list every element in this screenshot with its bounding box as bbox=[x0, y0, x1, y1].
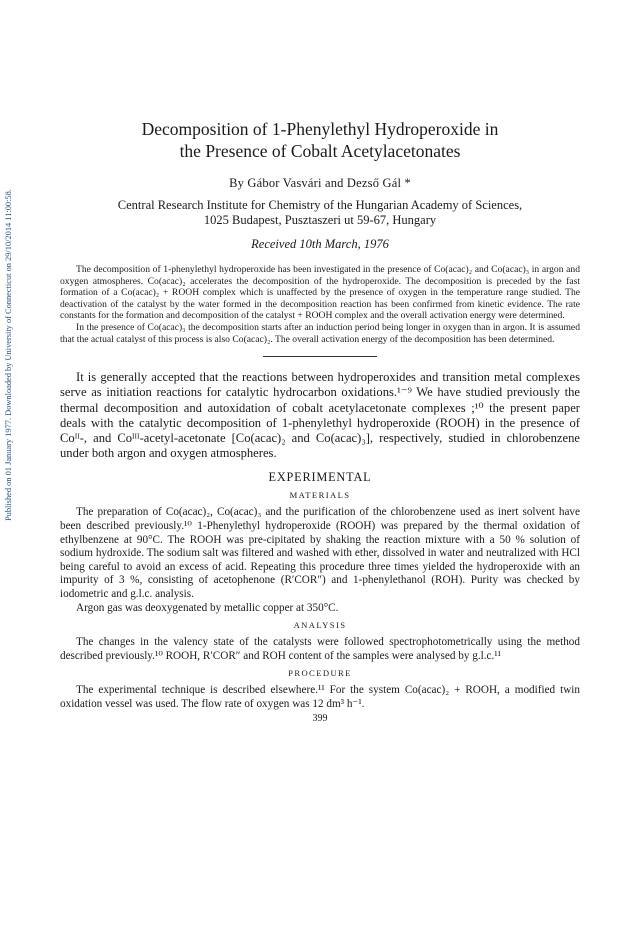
affiliation-line-2: 1025 Budapest, Pusztaszeri ut 59-67, Hungary bbox=[203, 213, 437, 227]
intro-paragraph: It is generally accepted that the reactions between hydroperoxides and transition metal complexes serve as initiation reactions for catalytic hydrocarbon oxidations.¹⁻⁹ We have studied previously the thermal decomposition and autoxidation of cobalt acetylacetonate complexes ;¹⁰ the present paper deals with the catalytic decomposition of 1-phenylethyl hydroperoxide (ROOH) in the presence of Coᴵᴵ-, and Coᴵᴵᴵ-acetyl-acetonate [Co(acac)₂ and Co(acac)₃], respectively, studied in chlorobenzene under both argon and oxygen atmospheres. bbox=[60, 370, 580, 461]
publication-watermark: Published on 01 January 1977. Downloaded by University of Connecticut on 29/10/2014 11:00:58. bbox=[4, 189, 13, 521]
subsection-heading-materials: MATERIALS bbox=[289, 490, 351, 501]
abstract bbox=[60, 264, 580, 345]
procedure-paragraph: The experimental technique is described elsewhere.¹¹ For the system Co(acac)₂ + ROOH, a modified twin oxidation vessel was used. The flow rate of oxygen was 12 dm³ h⁻¹. bbox=[60, 684, 580, 710]
materials-text bbox=[60, 506, 580, 615]
subsection-heading-procedure: PROCEDURE bbox=[288, 668, 352, 679]
paper-page bbox=[60, 118, 580, 724]
analysis-text bbox=[60, 636, 580, 663]
author-line: By Gábor Vasvári and Dezső Gál * bbox=[229, 176, 411, 190]
section-heading-experimental: EXPERIMENTAL bbox=[268, 470, 372, 485]
page-number: 399 bbox=[312, 712, 328, 724]
materials-paragraph-1: The preparation of Co(acac)₂, Co(acac)₃ and the purification of the chlorobenzene used as inert solvent have been described previously.¹⁰ 1-Phenylethyl hydroperoxide (ROOH) was prepared by the thermal oxidation of ethylbenzene at 90°C. The ROOH was pre-cipitated by shaking the reaction mixture with a 50 % solution of sodium hydroxide. The sodium salt was filtered and washed with ether, dissolved in water and neutralized with HCl being careful to avoid an excess of acid. Repeating this procedure three times yielded the hydroperoxide with an impurity of 3 %, consisting of acetophenone (R′COR″) and 1-phenylethanol (ROH). Purity was checked by iodometric and g.l.c. analysis. bbox=[60, 506, 580, 600]
title-line-2: the Presence of Cobalt Acetylacetonates bbox=[179, 141, 461, 161]
abstract-paragraph-1: The decomposition of 1-phenylethyl hydroperoxide has been investigated in the presence of Co(acac)₂ and Co(acac)₃ in argon and oxygen atmospheres. Co(acac)₂ accelerates the decomposition of the hydroperoxide. The decomposition is preceded by the fast formation of a Co(acac)₂ + ROOH complex which is unaffected by the presence of oxygen in the temperature range studied. The deactivation of the catalyst by the water formed in the decomposition reaction has been confirmed from kinetic evidence. The rate constants for the formation and decomposition of the catalyst + ROOH complex and the overall activation energy were determined. bbox=[60, 264, 580, 322]
affiliation bbox=[60, 198, 580, 228]
procedure-text bbox=[60, 684, 580, 711]
received-date: Received 10th March, 1976 bbox=[251, 237, 389, 251]
title-line-1: Decomposition of 1-Phenylethyl Hydroperoxide in bbox=[141, 119, 499, 139]
affiliation-line-1: Central Research Institute for Chemistry of the Hungarian Academy of Sciences, bbox=[117, 198, 523, 212]
abstract-paragraph-2: In the presence of Co(acac)₃ the decomposition starts after an induction period being longer in oxygen than in argon. It is assumed that the actual catalyst of this process is also Co(acac)₂. The overall activation energy of the decomposition has been determined. bbox=[60, 321, 580, 345]
materials-paragraph-2: Argon gas was deoxygenated by metallic copper at 350°C. bbox=[76, 601, 339, 614]
paper-title bbox=[60, 118, 580, 162]
analysis-paragraph: The changes in the valency state of the catalysts were followed spectrophotometrically using the method described previously.¹⁰ ROOH, R′COR″ and ROH content of the samples were analysed by g.l.c.¹¹ bbox=[60, 636, 580, 662]
subsection-heading-analysis: ANALYSIS bbox=[293, 620, 347, 631]
section-divider bbox=[263, 356, 377, 357]
introduction bbox=[60, 370, 580, 461]
